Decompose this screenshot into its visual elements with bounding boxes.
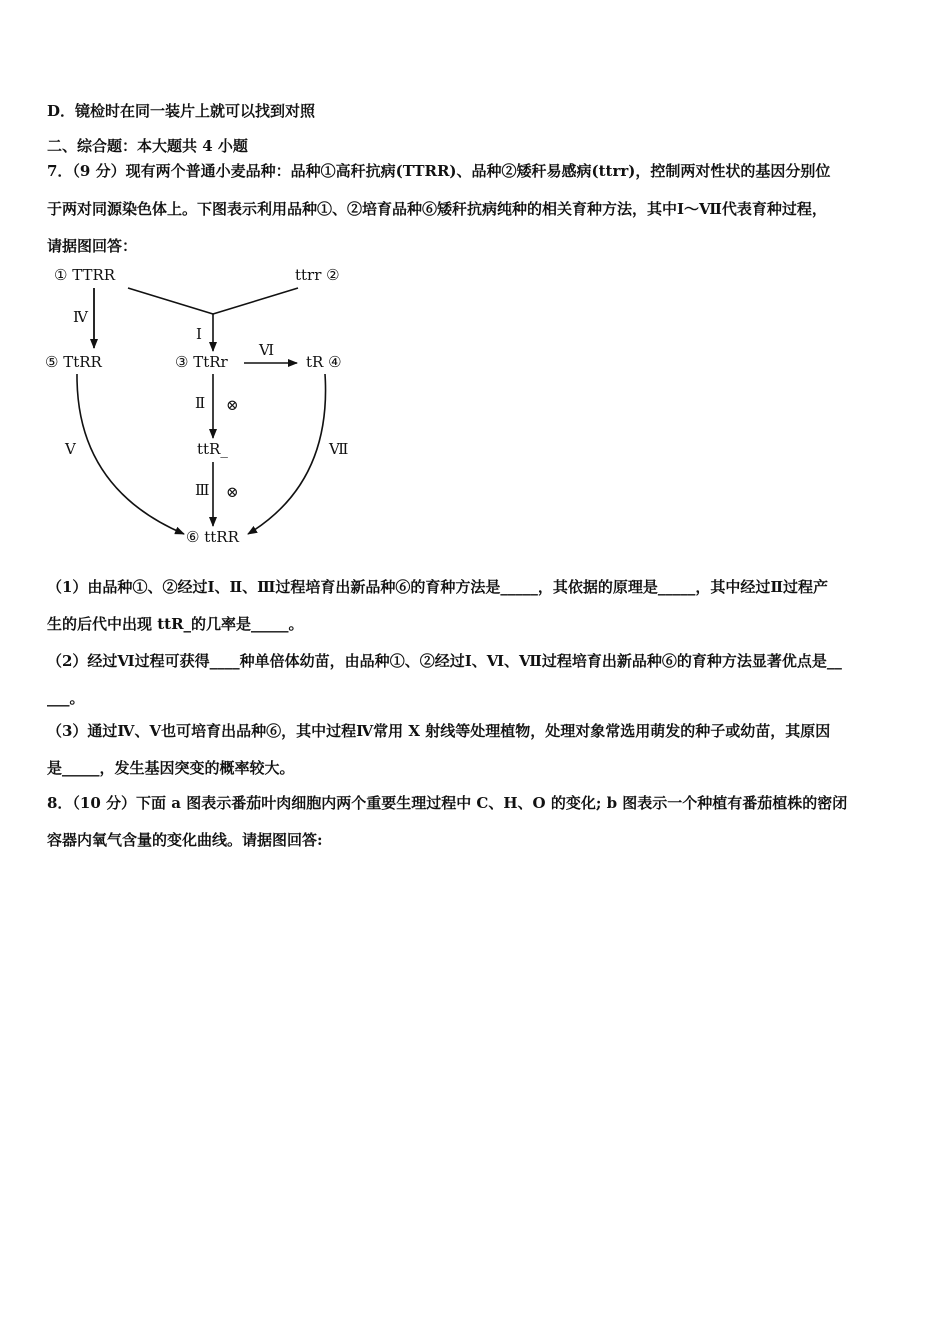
q8-stem-line1: 8．（10 分）下面 a 图表示番茄叶肉细胞内两个重要生理过程中 C、H、O 的变化; b 图表示一个种植有番茄植株的密闭: [47, 794, 848, 812]
q7-sub2-line2: ___。: [47, 689, 85, 707]
q7-stem-line2: 于两对同源染色体上。下图表示利用品种①、②培育品种⑥矮秆抗病纯种的相关育种方法，其中Ⅰ～Ⅶ代表育种过程，: [47, 200, 827, 218]
label-step-vi: Ⅵ: [259, 341, 275, 359]
q7-stem-line1: 7．（9 分）现有两个普通小麦品种：品种①高秆抗病(TTRR)、品种②矮秆易感病(ttrr)，控制两对性状的基因分别位: [47, 162, 831, 180]
q7-stem-line3: 请据图回答：: [47, 237, 138, 255]
cross-line-left: [128, 288, 213, 314]
node-3-ttrr: ③ TtRr: [175, 353, 228, 371]
label-step-iv: Ⅳ: [73, 308, 88, 326]
node-2-ttrr: ttrr ②: [295, 266, 340, 284]
node-4-tr: tR ④: [306, 353, 342, 371]
selfing-symbol-ii: ⊗: [226, 396, 239, 414]
node-ttr-underscore: ttR_: [197, 440, 228, 458]
label-step-vii: Ⅶ: [329, 440, 349, 458]
label-step-i: Ⅰ: [196, 325, 202, 343]
label-step-v: Ⅴ: [65, 440, 76, 458]
breeding-diagram: [40, 258, 360, 553]
q7-sub1-line2: 生的后代中出现 ttR_的几率是_____。: [47, 615, 304, 633]
label-step-ii: Ⅱ: [195, 394, 206, 412]
q8-stem-line2: 容器内氧气含量的变化曲线。请据图回答:: [47, 831, 323, 849]
arrow-vii: [248, 374, 326, 534]
section-heading: 二、综合题：本大题共 4 小题: [47, 137, 248, 155]
selfing-symbol-iii: ⊗: [226, 483, 239, 501]
prev-option-d: D．镜检时在同一装片上就可以找到对照: [47, 102, 316, 120]
q7-sub3-line2: 是_____，发生基因突变的概率较大。: [47, 759, 295, 777]
node-6-ttrr: ⑥ ttRR: [186, 528, 239, 546]
q7-sub1-line1: （1）由品种①、②经过Ⅰ、Ⅱ、Ⅲ过程培育出新品种⑥的育种方法是_____，其依据的原理是_____，其中经过Ⅱ过程产: [47, 578, 829, 596]
cross-line-right: [213, 288, 298, 314]
label-step-iii: Ⅲ: [195, 481, 210, 499]
q7-sub3-line1: （3）通过Ⅳ、Ⅴ也可培育出品种⑥，其中过程Ⅳ常用 X 射线等处理植物，处理对象常选用萌发的种子或幼苗，其原因: [47, 722, 831, 740]
q7-sub2-line1: （2）经过Ⅵ过程可获得____种单倍体幼苗，由品种①、②经过Ⅰ、Ⅵ、Ⅶ过程培育出新品种⑥的育种方法显著优点是__: [47, 652, 842, 670]
arrow-v: [77, 374, 184, 534]
node-5-ttrr: ⑤ TtRR: [45, 353, 102, 371]
node-1-ttrr: ① TTRR: [54, 266, 116, 284]
